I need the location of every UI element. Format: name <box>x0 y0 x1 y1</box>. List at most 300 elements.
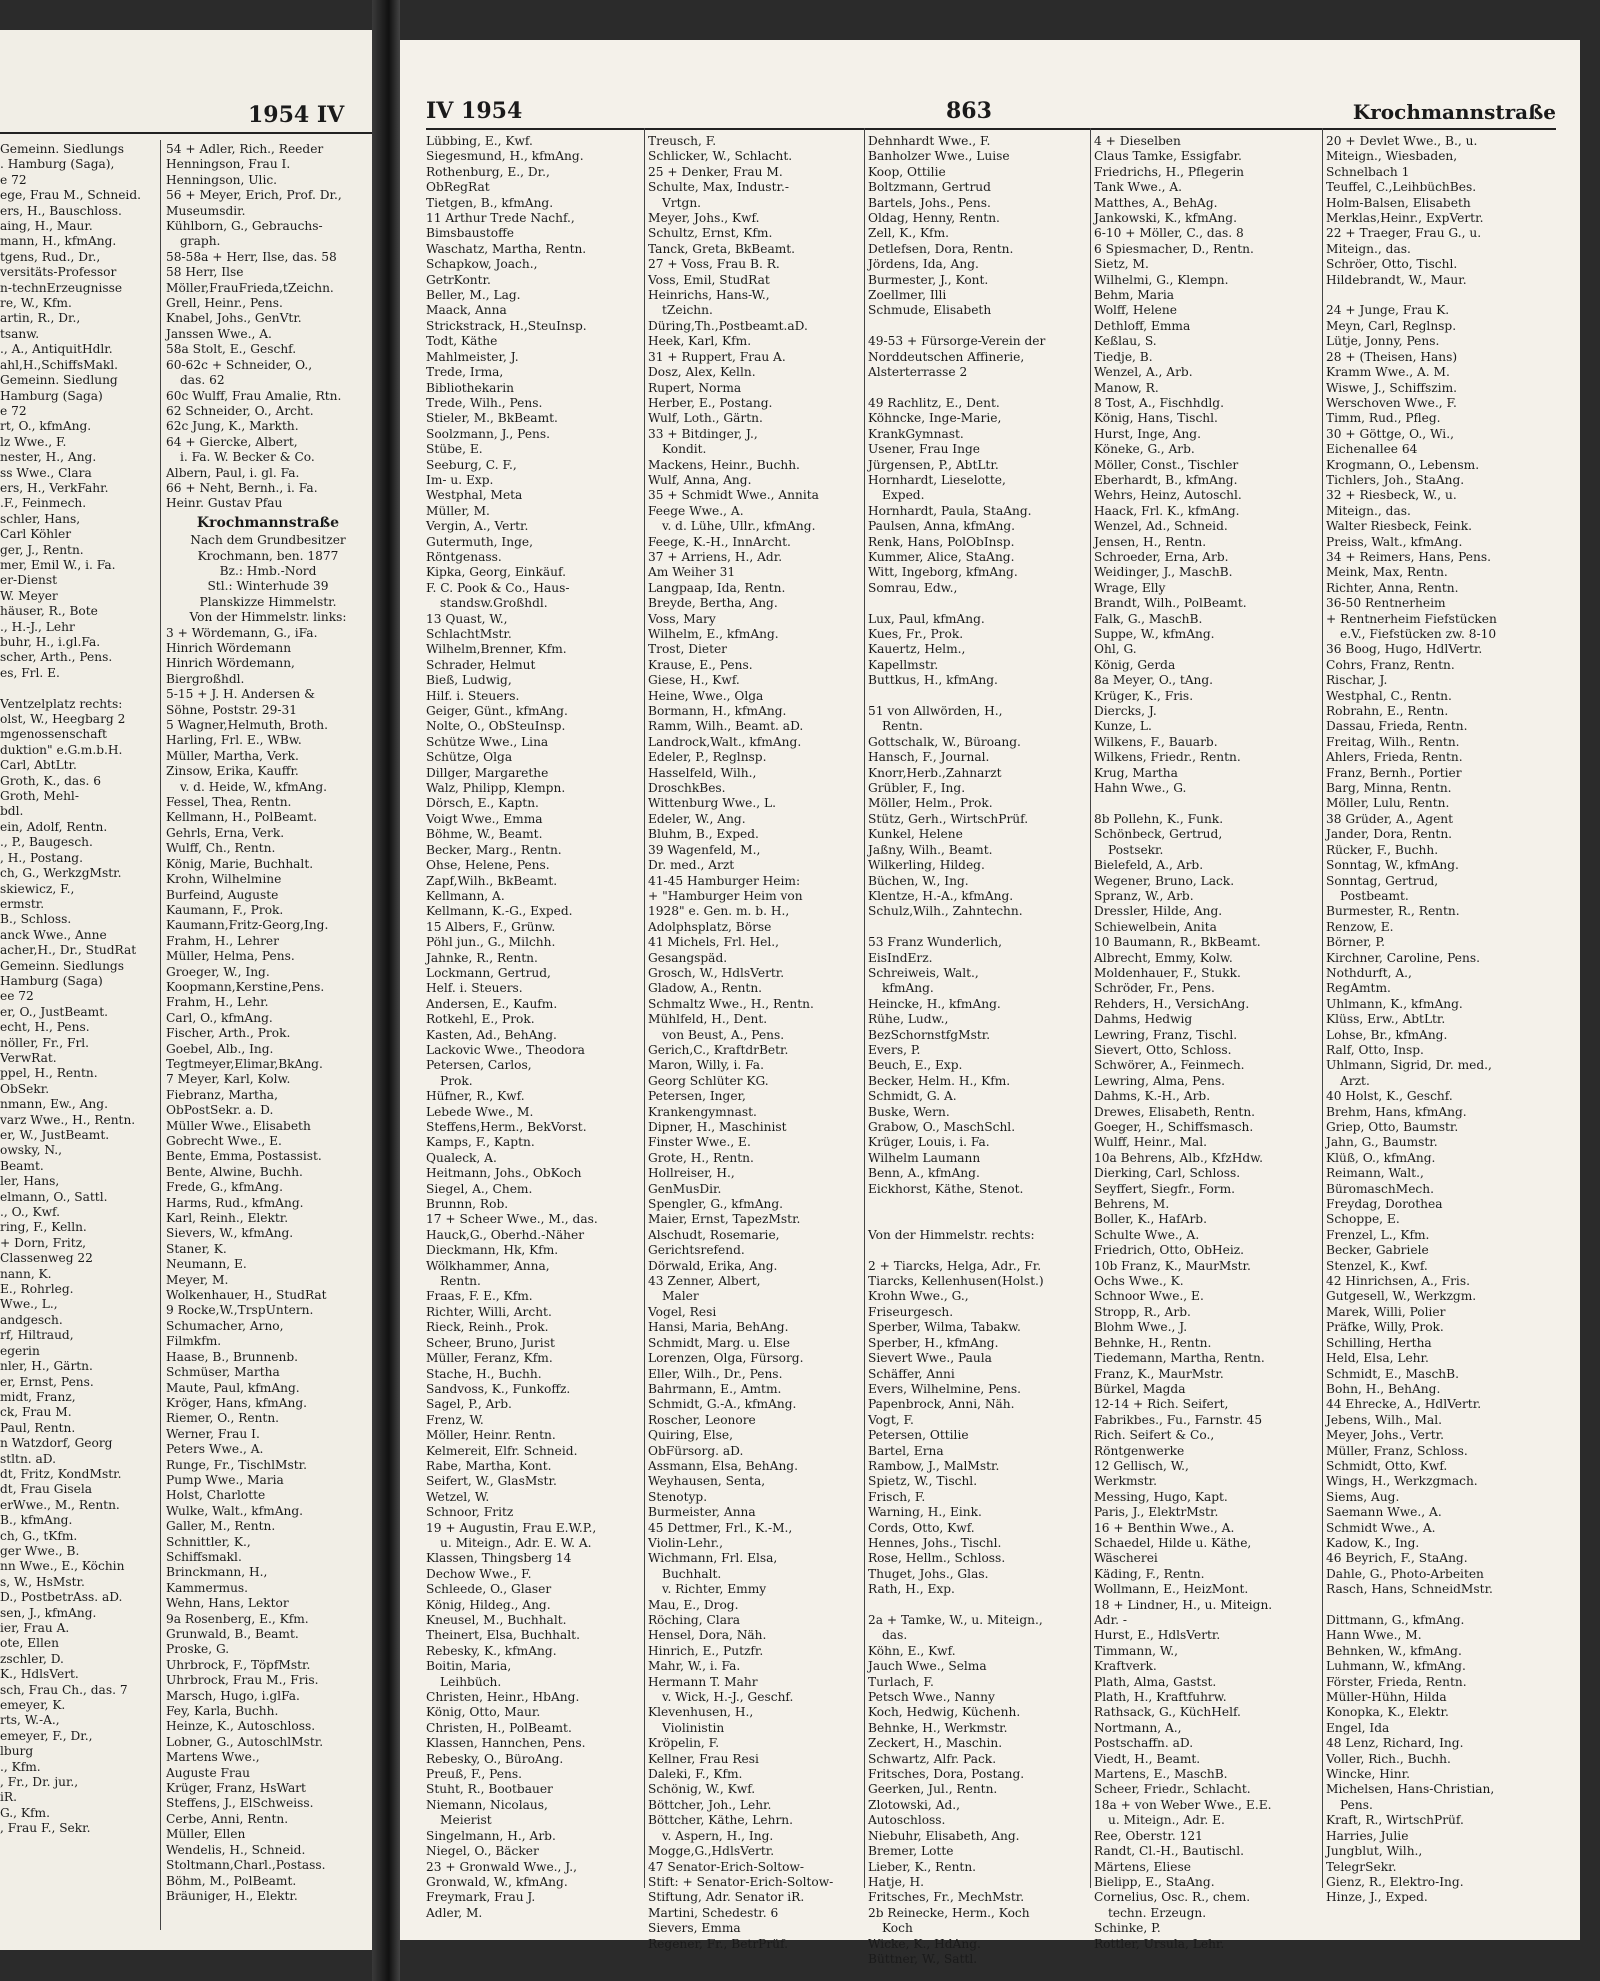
directory-entry: Niebuhr, Elisabeth, Ang. <box>868 1828 1020 1843</box>
directory-entry: Im- u. Exp. <box>426 472 494 487</box>
directory-entry: , Frau F., Sekr. <box>0 1821 91 1836</box>
directory-entry: Kellner, Frau Resi <box>648 1751 759 1766</box>
directory-entry: andgesch. <box>0 1312 63 1327</box>
directory-entry: Seifert, W., GlasMstr. <box>426 1474 557 1489</box>
directory-entry: Voller, Rich., Buchh. <box>1326 1751 1451 1766</box>
directory-entry: Maack, Anna <box>426 303 507 318</box>
directory-entry: Rotkehl, E., Prok. <box>426 1012 535 1027</box>
directory-entry: Schnelbach 1 <box>1326 164 1410 179</box>
directory-entry: Uhrbrock, F., TöpfMstr. <box>166 1657 311 1672</box>
street-title: Krochmannstraße <box>196 514 340 531</box>
directory-entry: Lobner, G., AutoschlMstr. <box>166 1734 324 1749</box>
directory-entry: Voigt Wwe., Emma <box>426 811 543 826</box>
directory-entry: 45 Dettmer, Frl., K.-M., <box>648 1520 793 1535</box>
directory-entry: artin, R., Dr., <box>0 311 81 326</box>
directory-entry: Breyde, Bertha, Ang. <box>648 596 778 611</box>
directory-entry: Behnken, W., kfmAng. <box>1326 1643 1462 1658</box>
directory-entry: Wulke, Walt., kfmAng. <box>166 1503 304 1518</box>
directory-entry: 54 + Adler, Rich., Reeder <box>166 142 324 156</box>
directory-entry: Werschoven Wwe., F. <box>1326 395 1457 410</box>
directory-entry: Tietgen, B., kfmAng. <box>426 195 554 210</box>
directory-entry: Strickstrack, H.,SteuInsp. <box>426 318 587 333</box>
directory-entry: Knabel, Johs., GenVtr. <box>166 311 302 326</box>
directory-entry: 5-15 + J. H. Andersen & <box>166 687 315 702</box>
directory-entry: Schäffer, Anni <box>868 1366 955 1381</box>
directory-entry: Frenzel, L., Kfm. <box>1326 1227 1430 1242</box>
directory-entry: Kummer, Alice, StaAng. <box>868 549 1015 564</box>
directory-entry: Schmüser, Martha <box>166 1365 280 1380</box>
directory-entry: Vogel, Resi <box>648 1304 717 1319</box>
directory-entry: Georg Schlüter KG. <box>648 1073 769 1088</box>
directory-entry: von Beust, A., Pens. <box>662 1027 785 1042</box>
directory-entry: König, Marie, Buchhalt. <box>166 856 314 871</box>
directory-entry: Janssen Wwe., A. <box>166 326 272 341</box>
directory-entry: Krohn Wwe., G., <box>868 1289 969 1304</box>
directory-entry: Friedrich, Otto, ObHeiz. <box>1094 1243 1245 1258</box>
directory-entry: ahl,H.,SchiffsMakl. <box>0 357 119 372</box>
directory-entry: Trede, Irma, <box>426 365 504 380</box>
directory-entry: Gemeinn. Siedlungs <box>0 142 124 156</box>
directory-entry: iR. <box>0 1790 17 1805</box>
directory-entry: Ree, Oberstr. 121 <box>1094 1828 1203 1843</box>
directory-entry: Heinr. Gustav Pfau <box>166 496 283 511</box>
directory-entry: Maier, Ernst, TapezMstr. <box>648 1212 801 1227</box>
directory-entry: Krüger, Louis, i. Fa. <box>868 1135 990 1150</box>
directory-entry: Wicke, K., HdAng. <box>868 1936 981 1951</box>
directory-entry: Müller, M. <box>426 503 490 518</box>
directory-entry: Burmester, R., Rentn. <box>1326 904 1460 919</box>
directory-entry: Prok. <box>440 1073 473 1088</box>
directory-entry: v. Richter, Emmy <box>662 1582 767 1597</box>
directory-entry: Suppe, W., kfmAng. <box>1094 627 1215 641</box>
directory-entry: Filmkfm. <box>166 1334 222 1349</box>
directory-entry: 19 + Augustin, Frau E.W.P., <box>426 1520 597 1535</box>
directory-entry: dt, Fritz, KondMstr. <box>0 1466 122 1481</box>
directory-entry: 1928" e. Gen. m. b. H., <box>648 904 790 919</box>
directory-entry: Brehm, Hans, kfmAng. <box>1326 1104 1467 1119</box>
directory-entry: Feege, K.-H., InnArcht. <box>648 534 791 549</box>
directory-entry: Hinze, J., Exped. <box>1326 1890 1428 1905</box>
directory-entry: Hamburg (Saga) <box>0 973 103 988</box>
directory-entry <box>1094 796 1320 811</box>
directory-entry: Spietz, W., Tischl. <box>868 1474 978 1489</box>
directory-entry: Banholzer Wwe., Luise <box>868 149 1010 164</box>
directory-entry: Schulte, Max, Industr.- <box>648 180 789 195</box>
directory-entry: egerin <box>0 1343 40 1358</box>
directory-entry: .F., Feinmech. <box>0 496 87 511</box>
directory-entry: 41-45 Hamburger Heim: <box>648 873 801 888</box>
directory-entry: Cohrs, Franz, Rentn. <box>1326 657 1455 672</box>
directory-entry: Büchen, W., Ing. <box>868 873 969 888</box>
directory-entry: Werner, Frau I. <box>166 1426 260 1441</box>
directory-entry: Krüger, Franz, HsWart <box>166 1781 306 1796</box>
directory-entry: Gemeinn. Siedlung <box>0 373 118 388</box>
directory-entry: Schulte Wwe., A. <box>1094 1227 1200 1242</box>
directory-entry <box>868 1598 1088 1613</box>
directory-entry: Schönig, W., Kwf. <box>648 1782 756 1797</box>
directory-entry: er, W., JustBeamt. <box>0 1128 110 1142</box>
directory-entry: Claus Tamke, Essigfabr. <box>1094 149 1242 164</box>
directory-entry: 36 Boog, Hugo, HdlVertr. <box>1326 642 1483 657</box>
directory-entry: Rehders, H., VersichAng. <box>1094 996 1250 1011</box>
street-intro-line: Stl.: Winterhude 39 <box>207 579 329 594</box>
directory-entry: Moldenhauer, F., Stukk. <box>1094 965 1241 980</box>
directory-entry: Kraft, R., WirtschPrüf. <box>1326 1813 1464 1828</box>
directory-entry: Harling, Frl. E., WBw. <box>166 733 302 748</box>
directory-entry: Wilkens, Friedr., Rentn. <box>1094 750 1241 765</box>
directory-entry: Spranz, W., Arb. <box>1094 888 1194 903</box>
directory-entry: Richter, Anna, Rentn. <box>1326 580 1459 595</box>
directory-entry: Dipner, H., Maschinist <box>648 1120 787 1134</box>
directory-entry: Lackovic Wwe., Theodora <box>426 1042 585 1057</box>
directory-entry: Sievers, Emma <box>648 1921 741 1936</box>
directory-entry: Frahm, H., Lehr. <box>166 995 269 1010</box>
directory-entry: Groeger, W., Ing. <box>166 964 270 979</box>
directory-entry: Krüger, K., Fris. <box>1094 688 1194 703</box>
directory-entry: Klassen, Hannchen, Pens. <box>426 1736 586 1751</box>
directory-entry: ger Wwe., B. <box>0 1543 80 1558</box>
directory-entry: 12-14 + Rich. Seifert, <box>1094 1397 1229 1412</box>
directory-entry: Rathsack, G., KüchHelf. <box>1094 1705 1241 1720</box>
directory-entry: Wilhelm,Brenner, Kfm. <box>426 642 567 657</box>
directory-entry: Jördens, Ida, Ang. <box>868 257 979 272</box>
page-number: 863 <box>946 98 992 124</box>
directory-entry: 42 Hinrichsen, A., Fris. <box>1326 1274 1470 1289</box>
directory-entry: Schnoor, Fritz <box>426 1505 514 1520</box>
directory-entry: Schumacher, Arno, <box>166 1318 284 1333</box>
directory-entry: Norddeutschen Affinerie, <box>868 349 1025 364</box>
directory-entry: Wulff, Heinr., Mal. <box>1094 1135 1207 1150</box>
directory-entry: Bibliothekarin <box>426 380 514 395</box>
directory-entry: Wulf, Loth., Gärtn. <box>648 411 763 426</box>
directory-entry: Frede, G., kfmAng. <box>166 1180 283 1195</box>
directory-entry: Gerich,C., KraftdrBetr. <box>648 1042 789 1057</box>
directory-entry: Kunkel, Helene <box>868 827 963 842</box>
directory-entry: Hüfner, R., Kwf. <box>426 1089 525 1104</box>
directory-entry: 40 Holst, K., Geschf. <box>1326 1089 1453 1104</box>
directory-entry: Kellmann, H., PolBeamt. <box>166 810 318 825</box>
directory-entry: Bieß, Ludwig, <box>426 673 512 688</box>
directory-entry: Kelmereit, Elfr. Schneid. <box>426 1443 578 1458</box>
directory-entry: Quiring, Else, <box>648 1428 733 1443</box>
directory-entry: Scheer, Bruno, Jurist <box>426 1335 555 1350</box>
directory-entry: Zoellmer, Illi <box>868 288 947 303</box>
directory-entry: Jahnke, R., Rentn. <box>426 950 538 965</box>
directory-entry: Hornhardt, Paula, StaAng. <box>868 503 1032 518</box>
directory-entry: n-technErzeugnisse <box>0 280 123 295</box>
directory-entry: Lewring, Franz, Tischl. <box>1094 1027 1238 1042</box>
directory-entry: 4 + Dieselben <box>1094 134 1181 148</box>
directory-entry: Behrens, M. <box>1094 1197 1170 1212</box>
directory-entry: Rentn. <box>882 719 923 734</box>
directory-entry: ., Kfm. <box>0 1759 41 1774</box>
directory-entry: Lebede Wwe., M. <box>426 1104 534 1119</box>
directory-entry: Märtens, Eliese <box>1094 1859 1191 1874</box>
directory-entry: Edeler, W., Ang. <box>648 811 746 826</box>
directory-entry: Röching, Clara <box>648 1613 741 1627</box>
directory-entry: Wetzel, W. <box>426 1489 490 1504</box>
directory-entry: Nortmann, A., <box>1094 1720 1182 1735</box>
directory-entry: lz Wwe., F. <box>0 434 67 449</box>
directory-entry <box>868 319 1088 334</box>
directory-entry: Schmidt, Marg. u. Else <box>648 1335 790 1350</box>
directory-entry: nmann, Ew., Ang. <box>0 1097 108 1112</box>
directory-entry: 22 + Traeger, Frau G., u. <box>1326 226 1482 241</box>
directory-entry: Trost, Dieter <box>648 642 728 657</box>
street-intro <box>166 533 370 625</box>
directory-entry: 31 + Ruppert, Frau A. <box>648 349 786 364</box>
directory-entry: Geerken, Jul., Rentn. <box>868 1782 998 1797</box>
directory-entry: Heine, Wwe., Olga <box>648 688 764 703</box>
directory-entry: Warning, H., Eink. <box>868 1505 982 1520</box>
directory-entry: Ohl, G. <box>1094 642 1137 657</box>
directory-entry: ss Wwe., Clara <box>0 465 92 480</box>
directory-entry: Todt, Käthe <box>426 334 498 349</box>
directory-entry: 9 Rocke,W.,TrspUntern. <box>166 1303 314 1318</box>
directory-entry: Klüß, O., kfmAng. <box>1326 1150 1436 1165</box>
directory-entry: 46 Beyrich, F., StaAng. <box>1326 1551 1468 1566</box>
directory-entry: Mahr, W., i. Fa. <box>648 1659 741 1674</box>
directory-entry: + Rentnerheim Fiefstücken <box>1326 611 1497 626</box>
directory-entry: 36-50 Rentnerheim <box>1326 596 1446 611</box>
directory-entry: Hollreiser, H., <box>648 1166 735 1181</box>
directory-entry: Köneke, G., Arb. <box>1094 442 1195 457</box>
directory-entry: Merklas,Heinr., ExpVertr. <box>1326 211 1484 226</box>
directory-entry: Rambow, J., MalMstr. <box>868 1458 1000 1473</box>
directory-entry: 2a + Tamke, W., u. Miteign., <box>868 1613 1043 1627</box>
directory-entry: Postbeamt. <box>1340 888 1409 903</box>
directory-entry: Adolphsplatz, Börse <box>648 919 772 934</box>
directory-entry: Klentze, H.-A., kfmAng. <box>868 888 1014 903</box>
directory-entry: Hansch, F., Journal. <box>868 750 990 765</box>
directory-entry: u. Miteign., Adr. E. W. A. <box>440 1535 592 1550</box>
directory-entry: Rath, H., Exp. <box>868 1582 955 1597</box>
directory-entry: rts, W.-A., <box>0 1713 60 1728</box>
directory-entry: 2b Reinecke, Herm., Koch <box>868 1905 1030 1920</box>
directory-entry: Möller, Const., Tischler <box>1094 457 1239 472</box>
directory-entry: Hinrich Wördemann <box>166 641 292 655</box>
directory-entry: Albern, Paul, i. gl. Fa. <box>166 465 300 480</box>
directory-entry: Siems, Aug. <box>1326 1489 1400 1504</box>
directory-entry: Möller, Heinr. Rentn. <box>426 1428 556 1443</box>
directory-entry: RegAmtm. <box>1326 981 1391 996</box>
left-header-rule <box>0 132 372 134</box>
directory-entry: Möller, Lulu, Rentn. <box>1326 796 1450 811</box>
directory-entry: Kadow, K., Ing. <box>1326 1535 1420 1550</box>
directory-entry: 7 Meyer, Karl, Kolw. <box>166 1072 291 1087</box>
directory-entry: Grabow, O., MaschSchl. <box>868 1120 1016 1134</box>
directory-entry: Groth, Mehl- <box>0 789 79 804</box>
directory-entry: Kunze, L. <box>1094 719 1152 734</box>
directory-entry: Schnoor Wwe., E. <box>1094 1289 1204 1304</box>
directory-entry: Franz, Bernh., Portier <box>1326 765 1462 780</box>
directory-entry: SchlachtMstr. <box>426 627 512 641</box>
directory-entry: Müller, Franz, Schloss. <box>1326 1443 1468 1458</box>
directory-entry: Ochs Wwe., K. <box>1094 1274 1184 1289</box>
directory-entry <box>1326 1598 1558 1613</box>
directory-entry: Gutgesell, W., Werkzgm. <box>1326 1289 1477 1304</box>
directory-entry: Stenotyp. <box>648 1489 708 1504</box>
directory-entry: Eberhardt, B., kfmAng. <box>1094 472 1238 487</box>
directory-entry: zschler, D. <box>0 1651 64 1666</box>
directory-entry: Henningson, Frau I. <box>166 157 291 172</box>
directory-entry: Petersen, Carlos, <box>426 1058 532 1073</box>
directory-entry: Tiedemann, Martha, Rentn. <box>1094 1351 1265 1366</box>
directory-entry: sch, Frau Ch., das. 7 <box>0 1682 128 1697</box>
directory-entry: Meink, Max, Rentn. <box>1326 565 1448 580</box>
directory-entry: Vrtgn. <box>662 195 702 210</box>
directory-entry: Exped. <box>882 488 925 503</box>
directory-entry: Steffens, J., ElSchweiss. <box>166 1796 314 1811</box>
directory-entry: Söhne, Poststr. 29-31 <box>166 702 298 717</box>
directory-entry: Tanck, Greta, BkBeamt. <box>648 241 796 256</box>
directory-entry: Schwartz, Alfr. Pack. <box>868 1751 997 1766</box>
directory-entry: Manow, R. <box>1094 380 1159 395</box>
directory-entry: Carl, AbtLtr. <box>0 758 77 773</box>
directory-entry: Rothenburg, E., Dr., <box>426 164 550 179</box>
directory-entry: Stieler, M., BkBeamt. <box>426 411 558 426</box>
directory-entry: Becker, Marg., Rentn. <box>426 842 562 857</box>
directory-entry: Saemann Wwe., A. <box>1326 1505 1442 1520</box>
directory-entry: 13 Quast, W., <box>426 611 508 626</box>
directory-entry: Schmude, Elisabeth <box>868 303 992 318</box>
directory-entry: Zapf,Wilh., BkBeamt. <box>426 873 558 888</box>
directory-entry: Landrock,Walt., kfmAng. <box>648 734 802 749</box>
directory-entry: Holm-Balsen, Elisabeth <box>1326 195 1471 210</box>
directory-entry: Rebesky, O., BüroAng. <box>426 1751 564 1766</box>
directory-entry: Galler, M., Rentn. <box>166 1519 276 1534</box>
directory-entry: n Watzdorf, Georg <box>0 1436 113 1451</box>
directory-entry: Neumann, E. <box>166 1257 247 1272</box>
directory-entry: GenMusDir. <box>648 1181 722 1196</box>
directory-entry: rt, O., kfmAng. <box>0 419 92 434</box>
right-column-5 <box>1326 134 1558 1934</box>
directory-entry: 5 Wagner,Helmuth, Broth. <box>166 718 328 733</box>
directory-entry: Buttkus, H., kfmAng. <box>868 673 998 688</box>
directory-entry: Sperber, H., kfmAng. <box>868 1335 999 1350</box>
directory-entry: Jankowski, K., kfmAng. <box>1094 211 1237 226</box>
directory-entry: Griep, Otto, Baumstr. <box>1326 1120 1459 1134</box>
directory-entry: Kasten, Ad., BehAng. <box>426 1027 557 1042</box>
directory-entry: nler, H., Gärtn. <box>0 1359 93 1374</box>
directory-entry: anck Wwe., Anne <box>0 927 107 942</box>
directory-entry: Schinke, P. <box>1094 1921 1161 1936</box>
directory-entry: Konopka, K., Elektr. <box>1326 1705 1449 1720</box>
directory-entry: Waschatz, Martha, Rentn. <box>426 241 587 256</box>
directory-entry: Nothdurft, A., <box>1326 965 1412 980</box>
directory-entry: Fritsches, Fr., MechMstr. <box>868 1890 1025 1905</box>
directory-entry: Blohm Wwe., J. <box>1094 1320 1188 1335</box>
directory-entry: Drewes, Elisabeth, Rentn. <box>1094 1104 1256 1119</box>
directory-entry: Cerbe, Anni, Rentn. <box>166 1811 289 1826</box>
directory-entry: ein, Adolf, Rentn. <box>0 819 108 834</box>
directory-entry: Frisch, F. <box>868 1489 926 1504</box>
directory-entry: 62c Jung, K., Markth. <box>166 419 299 434</box>
directory-entry: Bartel, Erna <box>868 1443 944 1458</box>
directory-entry: graph. <box>180 234 221 249</box>
directory-entry: 53 Franz Wunderlich, <box>868 935 1002 950</box>
directory-entry: Schultz, Ernst, Kfm. <box>648 226 773 241</box>
directory-entry: Wilkens, F., Bauarb. <box>1094 734 1218 749</box>
directory-entry: Freydag, Dorothea <box>1326 1197 1443 1212</box>
directory-entry: E., Rohrleg. <box>0 1282 74 1297</box>
directory-entry: v. Aspern, H., Ing. <box>662 1828 774 1843</box>
directory-entry: 10b Franz, K., MaurMstr. <box>1094 1258 1251 1273</box>
directory-entry: Postschaffn. aD. <box>1094 1736 1194 1751</box>
directory-entry: G., Kfm. <box>0 1805 50 1820</box>
directory-entry: Engel, Ida <box>1326 1720 1390 1735</box>
directory-entry <box>868 920 1088 935</box>
directory-entry: Dechow Wwe., F. <box>426 1566 532 1581</box>
directory-entry: Robrahn, E., Rentn. <box>1326 704 1449 719</box>
directory-entry: Hahn Wwe., G. <box>1094 781 1187 796</box>
directory-entry: Wilhelm, E., kfmAng. <box>648 627 779 641</box>
directory-entry: Freitag, Wilh., Rentn. <box>1326 734 1460 749</box>
directory-entry: Karl, Reinh., Elektr. <box>166 1211 289 1226</box>
directory-entry: e 72 <box>0 403 27 418</box>
directory-entry: DroschkBes. <box>648 781 726 796</box>
directory-entry: Seeburg, C. F., <box>426 457 517 472</box>
directory-entry: Dr. med., Arzt <box>648 858 735 873</box>
directory-entry: Miteign., das. <box>1326 503 1411 518</box>
right-header-rule <box>426 128 1556 130</box>
directory-entry: Renk, Hans, PolObInsp. <box>868 534 1015 549</box>
directory-entry: B., Schloss. <box>0 912 72 927</box>
directory-entry: Runge, Fr., TischlMstr. <box>166 1457 308 1472</box>
directory-entry: VerwRat. <box>0 1050 57 1065</box>
directory-entry: tZeichn. <box>662 303 713 318</box>
directory-entry: techn. Erzeugn. <box>1108 1905 1207 1920</box>
directory-entry: Uhlmann, Sigrid, Dr. med., <box>1326 1058 1492 1073</box>
directory-entry: Eickhorst, Käthe, Stenot. <box>868 1181 1024 1196</box>
directory-entry: Martens Wwe., <box>166 1750 260 1765</box>
directory-entry: Falk, G., MaschB. <box>1094 611 1203 626</box>
directory-entry: Wilhelm Laumann <box>868 1150 981 1165</box>
directory-entry: 18 + Lindner, H., u. Miteign. <box>1094 1597 1273 1612</box>
directory-entry: ring, F., Kelln. <box>0 1220 87 1235</box>
directory-entry: Maute, Paul, kfmAng. <box>166 1380 300 1395</box>
directory-entry: Klevenhusen, H., <box>648 1705 754 1720</box>
directory-entry: Miteign., das. <box>1326 241 1411 256</box>
directory-entry: Auguste Frau <box>166 1765 250 1780</box>
directory-entry: Usener, Frau Inge <box>868 442 980 457</box>
directory-entry: ck, Frau M. <box>0 1405 72 1420</box>
directory-entry: es, Frl. E. <box>0 665 60 680</box>
directory-entry: Hildebrandt, W., Maur. <box>1326 272 1467 287</box>
directory-entry: Theinert, Elsa, Buchhalt. <box>426 1628 580 1643</box>
directory-entry: Heinze, K., Autoschloss. <box>166 1719 316 1734</box>
directory-entry: Keßlau, S. <box>1094 334 1157 349</box>
directory-entry: Burfeind, Auguste <box>166 887 279 902</box>
directory-entry: Kondit. <box>662 442 707 457</box>
directory-entry: e.V., Fiefstücken zw. 8-10 <box>1340 627 1497 641</box>
directory-entry: Frenz, W. <box>426 1412 484 1427</box>
directory-entry: Wilkerling, Hildeg. <box>868 858 985 873</box>
directory-entry: dt, Frau Gisela <box>0 1482 92 1497</box>
directory-entry: 2 + Tiarcks, Helga, Adr., Fr. <box>868 1258 1042 1273</box>
directory-entry: Michelsen, Hans-Christian, <box>1326 1782 1495 1797</box>
directory-entry: Beller, M., Lag. <box>426 288 521 303</box>
directory-entry: Schiewelbein, Anita <box>1094 919 1217 934</box>
directory-entry: Jürgensen, P., AbtLtr. <box>868 457 999 472</box>
directory-entry: Viedt, H., Beamt. <box>1094 1751 1201 1766</box>
directory-entry: Rasch, Hans, SchneidMstr. <box>1326 1582 1493 1597</box>
directory-entry: Koch, Hedwig, Küchenh. <box>868 1705 1021 1720</box>
directory-entry: + "Hamburger Heim von <box>648 888 803 903</box>
directory-entry: 58a Stolt, E., Geschf. <box>166 342 297 357</box>
directory-entry: owsky, N., <box>0 1143 63 1158</box>
directory-entry: Klüss, Erw., AbtLtr. <box>1326 1012 1446 1027</box>
